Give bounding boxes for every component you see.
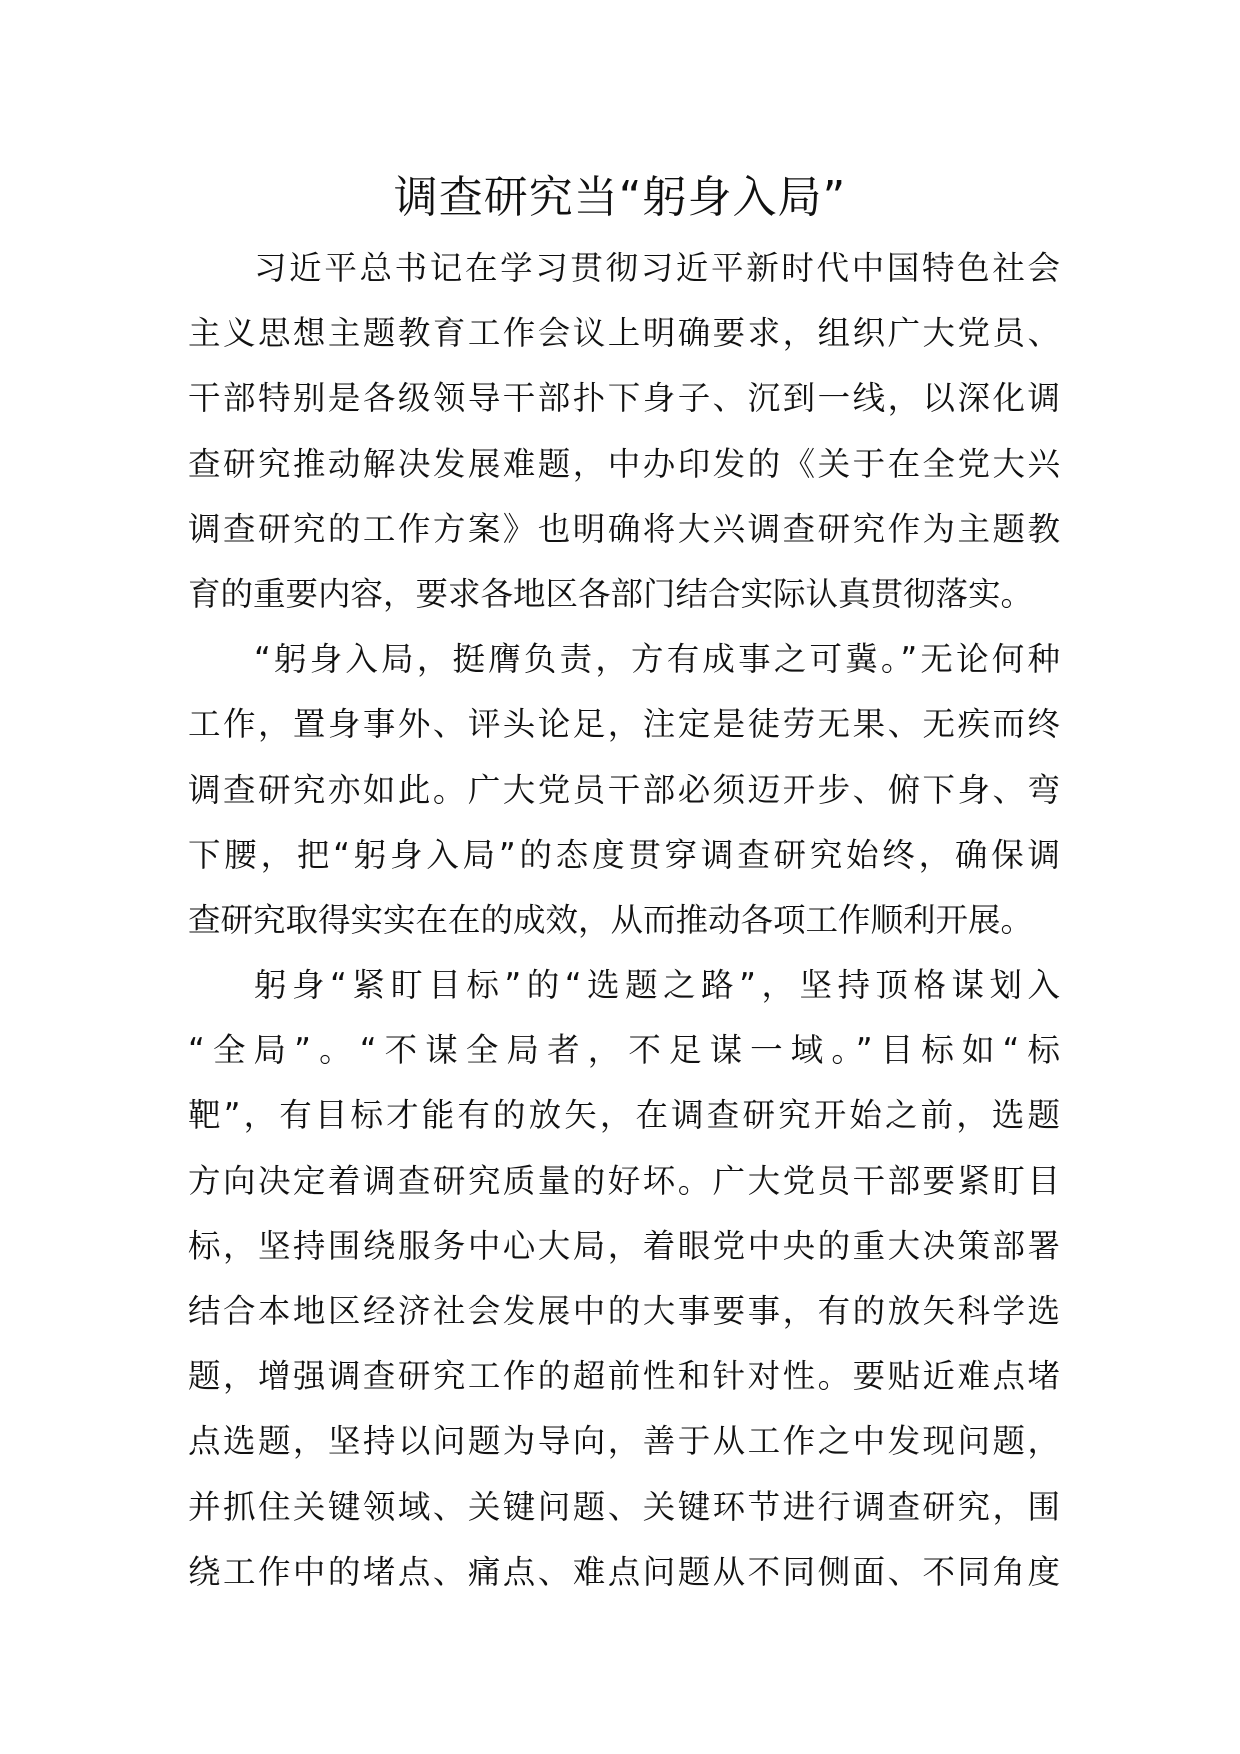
paragraph-3-line-10: 绕工作中的堵点、痛点、难点问题从不同侧面、不同角度 [188, 1552, 1060, 1591]
paragraph-2-line-1: “躬身入局，挺膺负责，方有成事之可冀。”无论何种 [254, 640, 1060, 679]
paragraph-1-line-4: 查研究推动解决发展难题，中办印发的《关于在全党大兴 [188, 444, 1060, 483]
paragraph-3-line-3: 靶”，有目标才能有的放矢，在调查研究开始之前，选题 [188, 1096, 1060, 1135]
paragraph-3-line-1: 躬身“紧盯目标”的“选题之路”，坚持顶格谋划入 [254, 966, 1060, 1005]
paragraph-1-line-1: 习近平总书记在学习贯彻习近平新时代中国特色社会 [254, 249, 1060, 287]
paragraph-1-line-6: 育的重要内容，要求各地区各部门结合实际认真贯彻落实。 [188, 574, 1034, 613]
paragraph-1-line-3: 干部特别是各级领导干部扑下身子、沉到一线，以深化调 [188, 379, 1060, 418]
paragraph-1-line-2: 主义思想主题教育工作会议上明确要求，组织广大党员、 [188, 314, 1060, 353]
paragraph-2-line-2: 工作，置身事外、评头论足，注定是徒劳无果、无疾而终 [188, 705, 1060, 744]
paragraph-3-line-4: 方向决定着调查研究质量的好坏。广大党员干部要紧盯目 [188, 1161, 1060, 1200]
paragraph-2-line-5: 查研究取得实实在在的成效，从而推动各项工作顺利开展。 [188, 900, 1034, 939]
paragraph-3-line-9: 并抓住关键领域、关键问题、关键环节进行调查研究，围 [188, 1487, 1060, 1526]
paragraph-2-line-4: 下腰，把“躬身入局”的态度贯穿调查研究始终，确保调 [188, 835, 1060, 874]
paragraph-2-line-3: 调查研究亦如此。广大党员干部必须迈开步、俯下身、弯 [188, 770, 1060, 809]
document-title: 调查研究当“躬身入局” [393, 172, 847, 223]
paragraph-3-line-6: 结合本地区经济社会发展中的大事要事，有的放矢科学选 [188, 1292, 1060, 1330]
paragraph-3-line-8: 点选题，坚持以问题为导向，善于从工作之中发现问题， [188, 1422, 1060, 1461]
paragraph-3-line-5: 标，坚持围绕服务中心大局，着眼党中央的重大决策部署 [188, 1226, 1060, 1265]
paragraph-3-line-7: 题，增强调查研究工作的超前性和针对性。要贴近难点堵 [188, 1357, 1060, 1396]
paragraph-3-line-2: “全局”。“不谋全局者，不足谋一域。”目标如“标 [188, 1031, 1060, 1070]
document-body [188, 236, 1060, 1605]
paragraph-1-line-5: 调查研究的工作方案》也明确将大兴调查研究作为主题教 [188, 509, 1060, 548]
